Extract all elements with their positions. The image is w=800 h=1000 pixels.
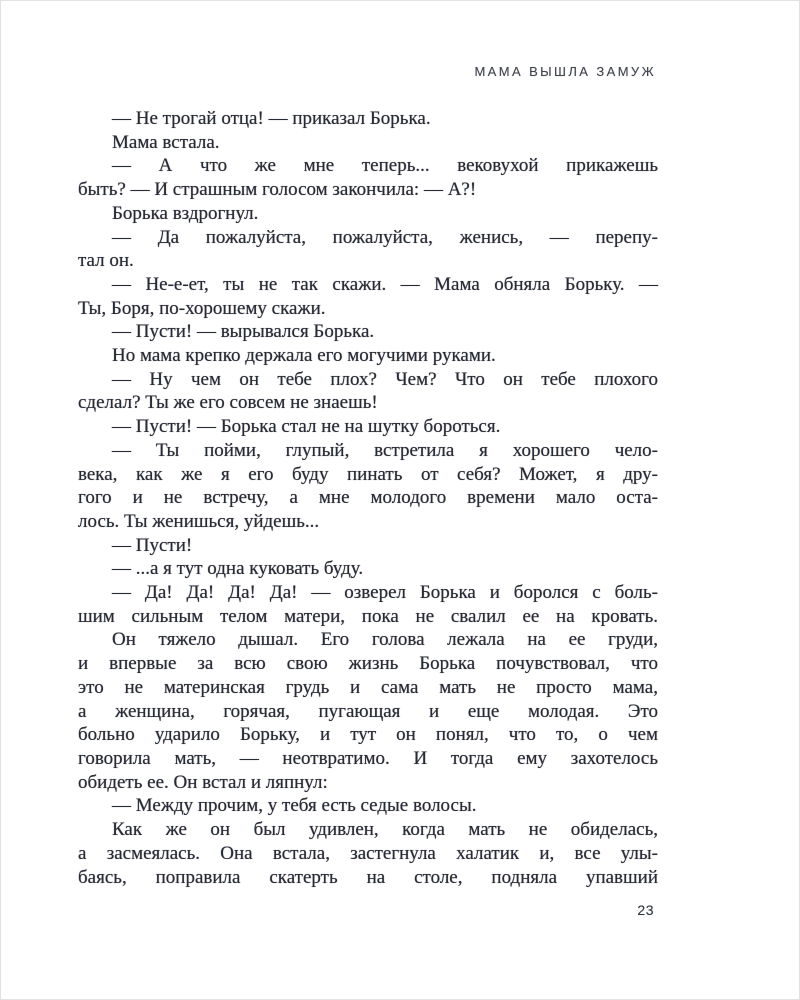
text-line: это не материнская грудь и сама мать не просто мама, (78, 676, 658, 698)
text-line: — Не-е-ет, ты не так скажи. — Мама обняла Борьку. — (112, 273, 658, 295)
text-line: а засмеялась. Она встала, застегнула халатик и, все улы- (78, 842, 658, 864)
text-line: сделал? Ты же его совсем не знаешь! (78, 392, 378, 414)
text-line: Ты, Боря, по-хорошему скажи. (78, 297, 326, 319)
text-line: Но мама крепко держала его могучими руками. (112, 345, 496, 367)
text-line: Борька вздрогнул. (112, 202, 259, 224)
text-line: тал он. (78, 250, 134, 272)
text-line: — Да! Да! Да! Да! — озверел Борька и боролся с боль- (112, 582, 658, 604)
text-line: гого и не встречу, а мне молодого времени мало оста- (78, 487, 658, 509)
text-line: века, как же я его буду пинать от себя? Может, я дру- (78, 463, 658, 485)
text-line: Как же он был удивлен, когда мать не обиделась, (112, 819, 658, 841)
text-line: — Да пожалуйста, пожалуйста, женись, — перепу- (112, 226, 658, 248)
text-line: и впервые за всю свою жизнь Борька почувствовал, что (78, 653, 658, 675)
page-number: 23 (637, 902, 654, 918)
text-block (78, 107, 658, 889)
text-line: лось. Ты женишься, уйдешь... (78, 510, 320, 532)
text-line: быть? — И страшным голосом закончила: — А?! (78, 179, 477, 201)
text-line: говорила мать, — неотвратимо. И тогда ему захотелось (78, 747, 658, 769)
text-line: Мама встала. (112, 131, 220, 153)
text-line: а женщина, горячая, пугающая и еще молодая. Это (78, 700, 658, 722)
text-line: обидеть ее. Он встал и ляпнул: (78, 771, 328, 793)
running-header: МАМА ВЫШЛА ЗАМУЖ (474, 64, 656, 79)
text-line: баясь, поправила скатерть на столе, подняла упавший (78, 866, 658, 888)
text-line: — ...а я тут одна куковать буду. (112, 558, 364, 580)
text-line: — Между прочим, у тебя есть седые волосы. (112, 795, 477, 817)
text-line: — Пусти! — вырывался Борька. (112, 321, 375, 343)
text-line: больно ударило Борьку, и тут он понял, что то, о чем (78, 724, 658, 746)
text-line: — Не трогай отца! — приказал Борька. (112, 108, 431, 129)
text-line: — Пусти! — Борька стал не на шутку бороться. (112, 416, 501, 438)
text-line: — А что же мне теперь... вековухой прикажешь (112, 155, 658, 177)
text-line: Он тяжело дышал. Его голова лежала на ее груди, (112, 629, 658, 651)
text-line: — Пусти! (112, 534, 193, 556)
text-line: шим сильным телом матери, пока не свалил ее на кровать. (78, 605, 658, 627)
text-line: — Ну чем он тебе плох? Чем? Что он тебе плохого (112, 368, 658, 390)
text-line: — Ты пойми, глупый, встретила я хорошего чело- (112, 439, 658, 461)
